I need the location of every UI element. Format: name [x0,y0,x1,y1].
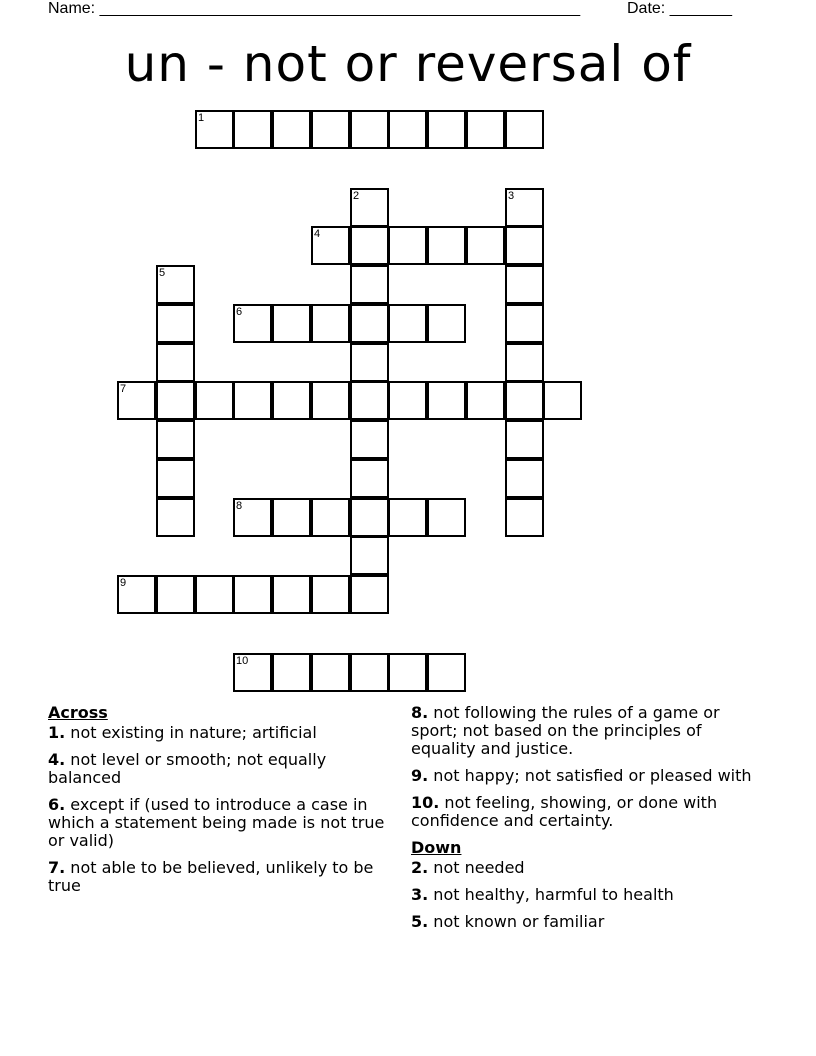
clue-number-label: 1 [198,112,205,124]
clue-text: not needed [428,858,525,877]
grid-cell[interactable] [156,420,195,459]
grid-cell[interactable] [233,110,272,149]
clue-number-label: 6 [236,306,243,318]
grid-cell[interactable] [388,653,427,692]
grid-cell[interactable] [350,110,389,149]
clue-across-1 [48,724,393,742]
grid-cell[interactable] [156,265,195,304]
grid-cell[interactable] [311,110,350,149]
grid-cell[interactable] [117,575,156,614]
grid-cell[interactable] [388,498,427,537]
clue-down-5 [411,913,763,931]
grid-cell[interactable] [156,575,195,614]
grid-cell[interactable] [427,498,466,537]
grid-cell[interactable] [350,304,389,343]
grid-cell[interactable] [427,381,466,420]
clue-number: 2. [411,858,429,877]
grid-cell[interactable] [272,304,311,343]
grid-cell[interactable] [311,226,350,265]
clue-across-10 [411,794,763,830]
clues-right-column [411,704,763,940]
clue-across-9 [411,767,763,785]
grid-cell[interactable] [311,575,350,614]
clue-number: 5. [411,912,429,931]
name-field[interactable]: Name: ______________________________________________________ [48,0,581,17]
clue-down-2 [411,859,763,877]
grid-cell[interactable] [427,110,466,149]
grid-cell[interactable] [272,498,311,537]
grid-cell[interactable] [311,498,350,537]
grid-cell[interactable] [350,420,389,459]
clue-across-6 [48,796,393,850]
grid-cell[interactable] [156,498,195,537]
grid-cell[interactable] [156,304,195,343]
grid-cell[interactable] [233,653,272,692]
grid-cell[interactable] [427,653,466,692]
clue-number-label: 5 [159,267,166,279]
grid-cell[interactable] [388,110,427,149]
grid-cell[interactable] [350,265,389,304]
clue-text: not known or familiar [428,912,605,931]
clues-left-column [48,704,393,904]
clue-text: not able to be believed, unlikely to be true [48,858,374,895]
grid-cell[interactable] [505,343,544,382]
clue-text: except if (used to introduce a case in which a statement being made is not true or valid) [48,795,385,850]
grid-cell[interactable] [311,381,350,420]
grid-cell[interactable] [117,381,156,420]
grid-cell[interactable] [427,226,466,265]
grid-cell[interactable] [505,498,544,537]
grid-cell[interactable] [272,575,311,614]
grid-cell[interactable] [505,226,544,265]
clue-text: not existing in nature; artificial [65,723,317,742]
grid-cell[interactable] [156,381,195,420]
down-heading: Down [411,838,462,857]
grid-cell[interactable] [233,498,272,537]
clue-down-3 [411,886,763,904]
grid-cell[interactable] [350,653,389,692]
clue-number-label: 4 [314,228,321,240]
clue-number-label: 7 [120,383,127,395]
grid-cell[interactable] [505,381,544,420]
grid-cell[interactable] [350,188,389,227]
clue-number-label: 10 [236,655,249,667]
grid-cell[interactable] [466,110,505,149]
grid-cell[interactable] [543,381,582,420]
grid-cell[interactable] [466,381,505,420]
grid-cell[interactable] [427,304,466,343]
clue-across-4 [48,751,393,787]
grid-cell[interactable] [505,110,544,149]
clue-number: 7. [48,858,66,877]
grid-cell[interactable] [350,343,389,382]
grid-cell[interactable] [350,226,389,265]
clue-number: 4. [48,750,66,769]
grid-cell[interactable] [350,381,389,420]
across-heading: Across [48,703,108,722]
clue-number: 9. [411,766,429,785]
clue-text: not happy; not satisfied or pleased with [428,766,752,785]
clue-across-8 [411,704,763,758]
grid-cell[interactable] [350,575,389,614]
date-field[interactable]: Date: _______ [627,0,732,17]
clue-number: 1. [48,723,66,742]
grid-cell[interactable] [350,459,389,498]
clue-text: not following the rules of a game or sport; not based on the principles of equality and justice. [411,703,720,758]
clue-number: 8. [411,703,429,722]
clue-across-7 [48,859,393,895]
grid-cell[interactable] [272,110,311,149]
grid-cell[interactable] [505,304,544,343]
grid-cell[interactable] [195,575,234,614]
grid-cell[interactable] [272,381,311,420]
grid-cell[interactable] [350,498,389,537]
clue-text: not level or smooth; not equally balanced [48,750,327,787]
grid-cell[interactable] [233,304,272,343]
grid-cell[interactable] [466,226,505,265]
grid-cell[interactable] [388,304,427,343]
clue-number-label: 3 [508,190,515,202]
clue-number-label: 2 [353,190,360,202]
grid-cell[interactable] [388,381,427,420]
grid-cell[interactable] [272,653,311,692]
grid-cell[interactable] [311,653,350,692]
grid-cell[interactable] [350,536,389,575]
clue-number: 3. [411,885,429,904]
clue-number-label: 8 [236,500,243,512]
clue-number-label: 9 [120,577,127,589]
page-title: un - not or reversal of [124,35,692,93]
grid-cell[interactable] [505,188,544,227]
grid-cell[interactable] [156,343,195,382]
clue-number: 10. [411,793,440,812]
grid-cell[interactable] [505,265,544,304]
grid-cell[interactable] [195,381,234,420]
grid-cell[interactable] [195,110,234,149]
grid-cell[interactable] [233,575,272,614]
grid-cell[interactable] [233,381,272,420]
grid-cell[interactable] [156,459,195,498]
grid-cell[interactable] [311,304,350,343]
grid-cell[interactable] [505,459,544,498]
clue-text: not healthy, harmful to health [428,885,674,904]
grid-cell[interactable] [388,226,427,265]
grid-cell[interactable] [505,420,544,459]
clue-number: 6. [48,795,66,814]
clue-text: not feeling, showing, or done with confidence and certainty. [411,793,718,830]
